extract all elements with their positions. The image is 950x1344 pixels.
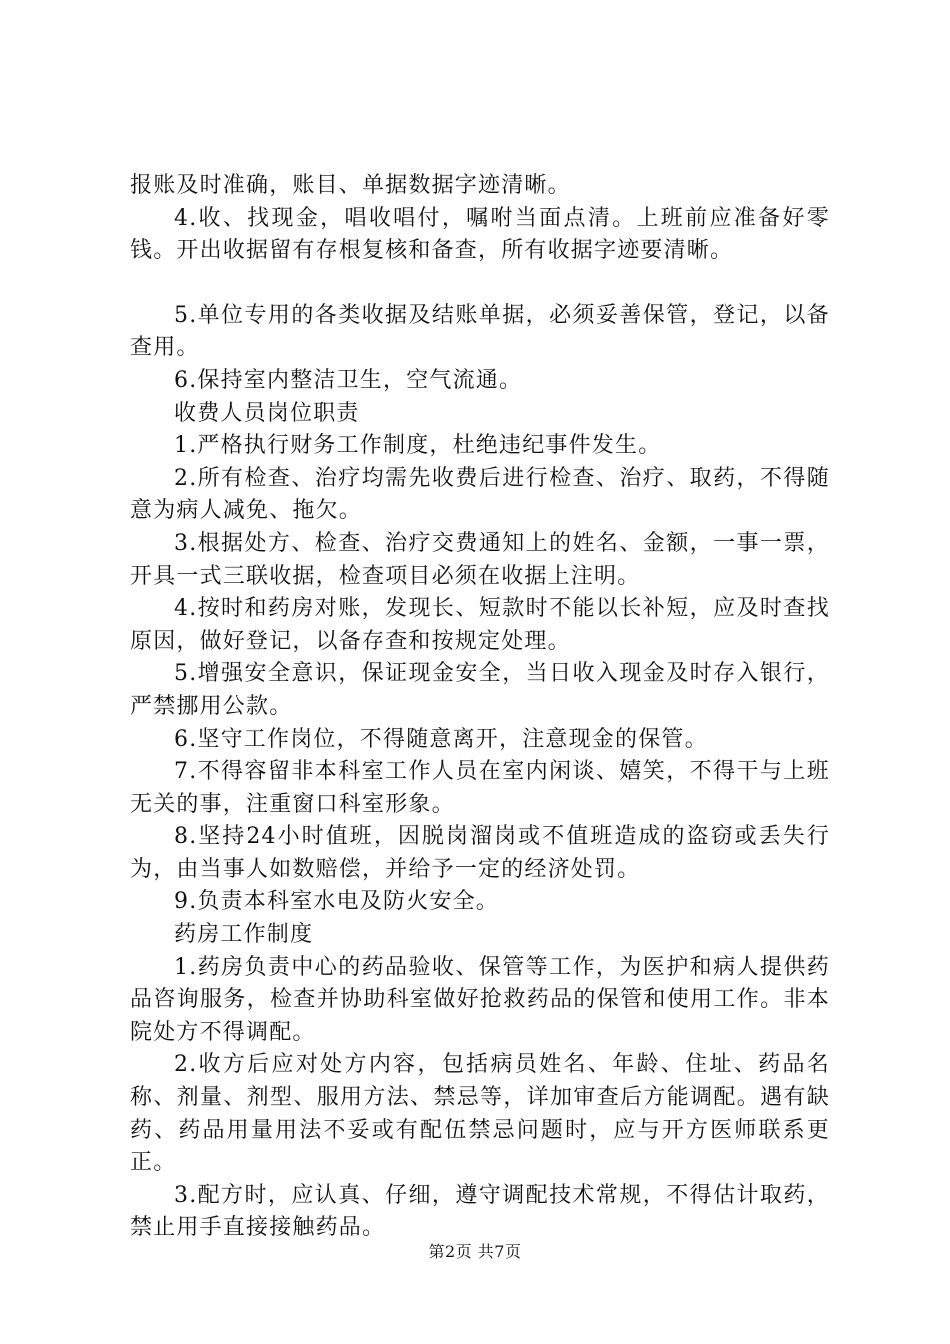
paragraph: 收费人员岗位职责 xyxy=(174,400,360,426)
paragraph: 2.所有检查、治疗均需先收费后进行检查、治疗、取药，不得随意为病人减免、拖欠。 xyxy=(130,465,830,524)
paragraph: 1.严格执行财务工作制度，杜绝违纪事件发生。 xyxy=(174,433,662,459)
paragraph: 6.坚守工作岗位，不得随意离开，注意现金的保管。 xyxy=(174,726,708,752)
paragraph: 1.药房负责中心的药品验收、保管等工作，为医护和病人提供药品咨询服务，检查并协助科室做好抢救药品的保管和使用工作。非本院处方不得调配。 xyxy=(130,954,830,1045)
paragraph: 3.配方时，应认真、仔细，遵守调配技术常规，不得估计取药，禁止用手直接接触药品。 xyxy=(130,1182,830,1241)
paragraph: 7.不得容留非本科室工作人员在室内闲谈、嬉笑，不得干与上班无关的事，注重窗口科室形象。 xyxy=(130,759,830,817)
paragraph: 2.收方后应对处方内容，包括病员姓名、年龄、住址、药品名称、剂量、剂型、服用方法、禁忌等，详加审查后方能调配。遇有缺药、药品用量用法不妥或有配伍禁忌问题时，应与开方医师联系更正。 xyxy=(130,1052,830,1176)
paragraph: 9.负责本科室水电及防火安全。 xyxy=(174,889,499,915)
paragraph: 药房工作制度 xyxy=(174,922,314,948)
paragraph: 报账及时准确，账目、单据数据字迹清晰。 xyxy=(130,173,571,198)
paragraph: 5.单位专用的各类收据及结账单据，必须妥善保管，登记，以备查用。 xyxy=(130,302,830,361)
paragraph: 6.保持室内整洁卫生，空气流通。 xyxy=(174,367,523,393)
paragraph: 3.根据处方、检查、治疗交费通知上的姓名、金额，一事一票，开具一式三联收据，检查项目必须在收据上注明。 xyxy=(130,530,830,589)
paragraph: 8.坚持24小时值班，因脱岗溜岗或不值班造成的盗窃或丢失行为，由当事人如数赔偿，并给予一定的经济处罚。 xyxy=(130,824,830,882)
paragraph-gap xyxy=(130,268,830,300)
document-body xyxy=(130,170,830,1245)
page-footer: 第2页 共7页 xyxy=(428,1242,522,1261)
paragraph: 4.收、找现金，唱收唱付，嘱咐当面点清。上班前应准备好零钱。开出收据留有存根复核和备查，所有收据字迹要清晰。 xyxy=(130,205,830,264)
paragraph: 4.按时和药房对账，发现长、短款时不能以长补短，应及时查找原因，做好登记，以备存查和按规定处理。 xyxy=(130,596,830,654)
paragraph: 5.增强安全意识，保证现金安全，当日收入现金及时存入银行，严禁挪用公款。 xyxy=(130,661,830,719)
